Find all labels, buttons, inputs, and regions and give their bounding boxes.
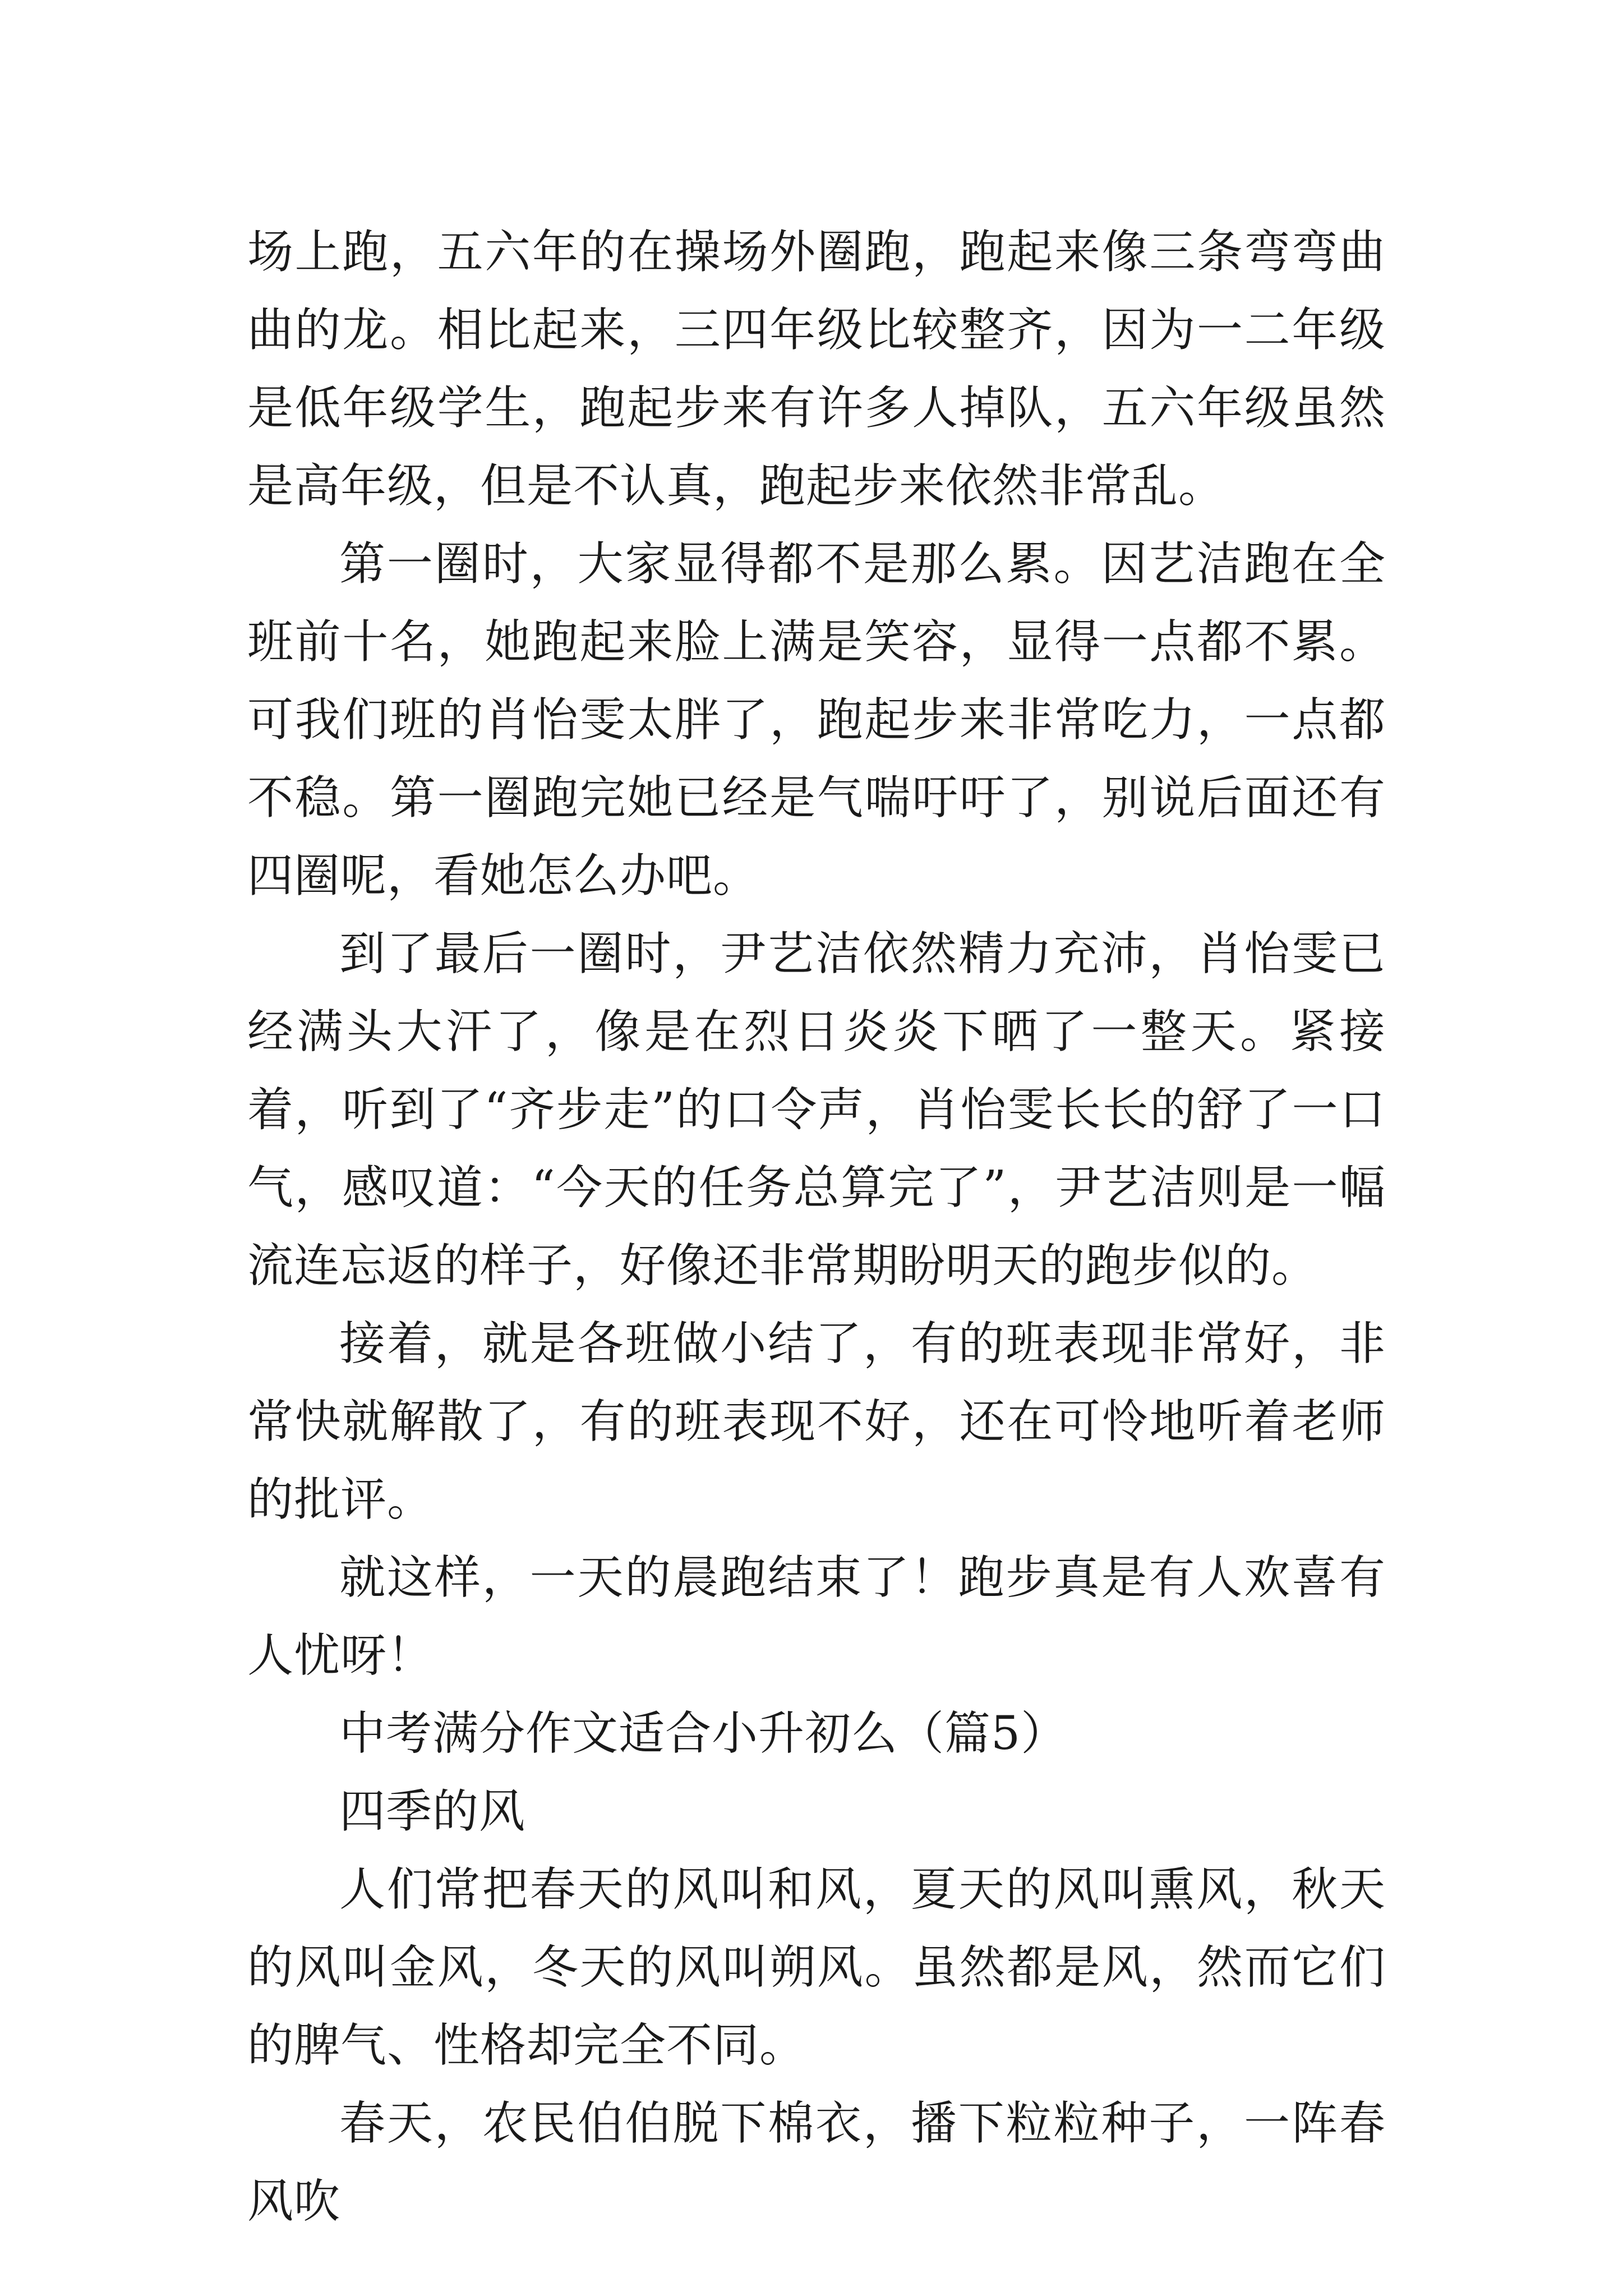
paragraph-6: 人们常把春天的风叫和风，夏天的风叫熏风，秋天的风叫金风，冬天的风叫朔风。虽然都是风，然而它们的脾气、性格却完全不同。	[247, 1863, 1386, 2072]
document-body	[247, 213, 1386, 2240]
paragraph-2: 第一圈时，大家显得都不是那么累。因艺洁跑在全班前十名，她跑起来脸上满是笑容，显得一点都不累。可我们班的肖怡雯太胖了，跑起步来非常吃力，一点都不稳。第一圈跑完她已经是气喘吁吁了，别说后面还有四圈呢，看她怎么办吧。	[247, 537, 1386, 903]
section-heading: 中考满分作文适合小升初么（篇5）	[339, 1707, 1068, 1760]
paragraph-7: 春天，农民伯伯脱下棉衣，播下粒粒种子，一阵春风吹	[247, 2097, 1386, 2228]
paragraph-3: 到了最后一圈时，尹艺洁依然精力充沛，肖怡雯已经满头大汗了，像是在烈日炎炎下晒了一整天。紧接着，听到了“齐步走”的口令声，肖怡雯长长的舒了一口气，感叹道：“今天的任务总算完了”，尹艺洁则是一幅流连忘返的样子，好像还非常期盼明天的跑步似的。	[247, 927, 1386, 1292]
paragraph-1: 场上跑，五六年的在操场外圈跑，跑起来像三条弯弯曲曲的龙。相比起来，三四年级比较整齐，因为一二年级是低年级学生，跑起步来有许多人掉队，五六年级虽然是高年级，但是不认真，跑起步来依然非常乱。	[247, 226, 1386, 513]
paragraph-4: 接着，就是各班做小结了，有的班表现非常好，非常快就解散了，有的班表现不好，还在可怜地听着老师的批评。	[247, 1317, 1386, 1526]
essay-title: 四季的风	[339, 1785, 526, 1838]
paragraph-5: 就这样，一天的晨跑结束了！跑步真是有人欢喜有人忧呀！	[247, 1551, 1386, 1682]
